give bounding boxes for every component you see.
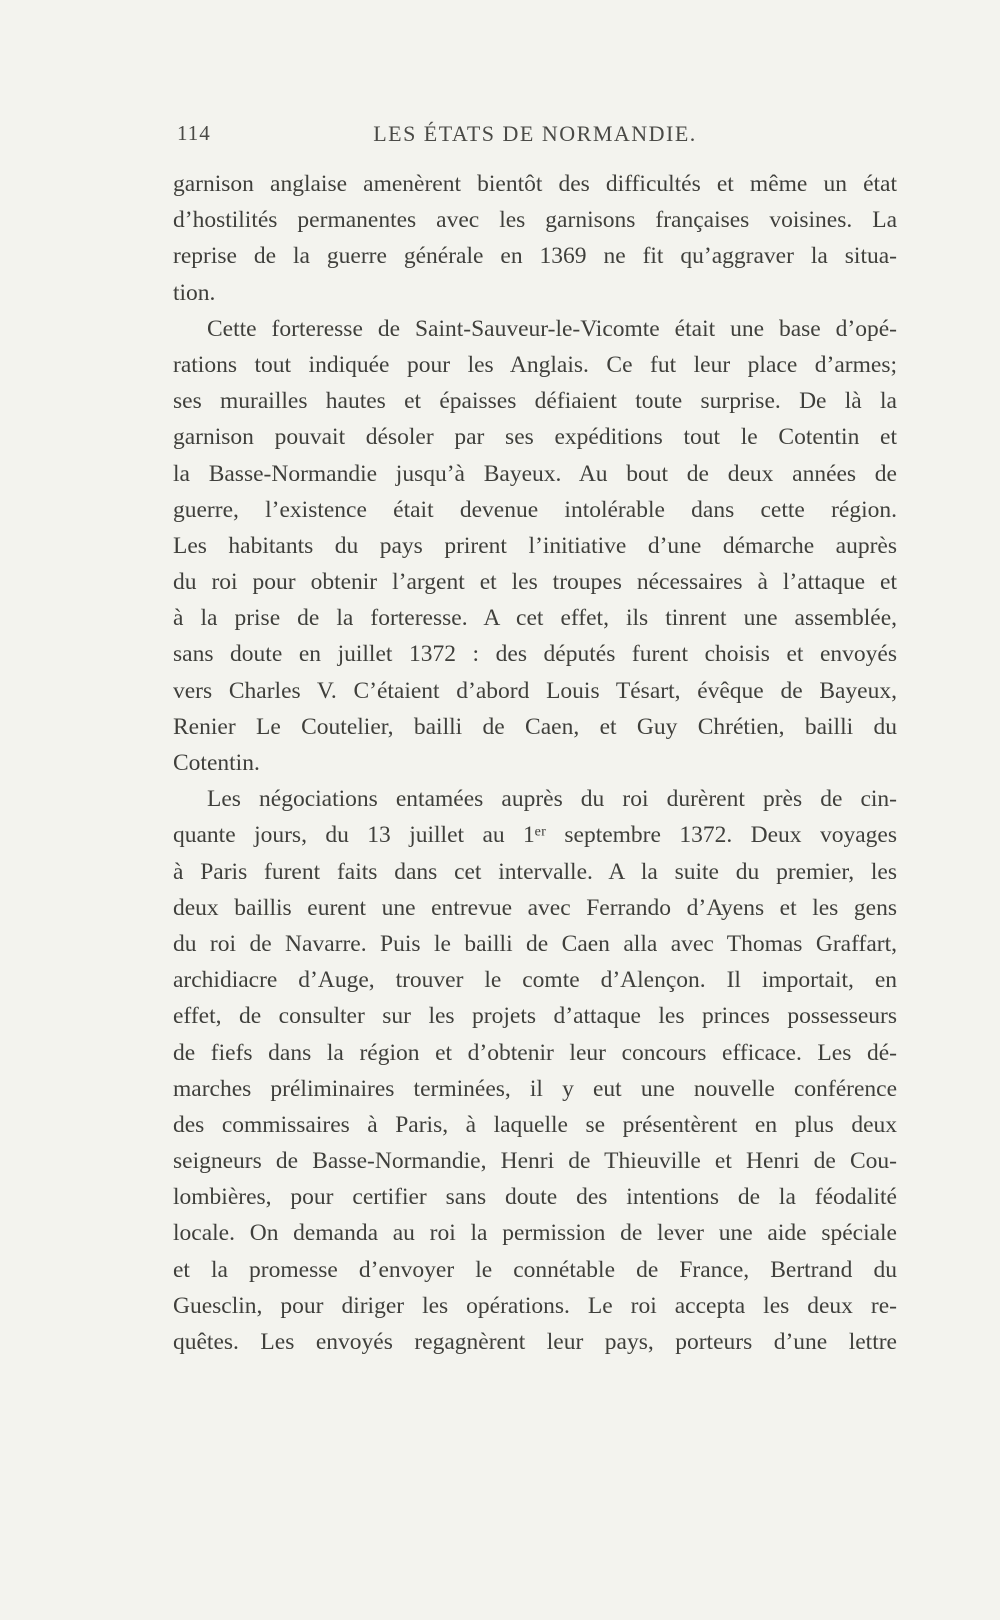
text-line: du roi de Navarre. Puis le bailli de Caen alla avec Thomas Graffart, — [173, 930, 897, 957]
text-line: effet, de consulter sur les projets d’attaque les princes possesseurs — [173, 1003, 897, 1030]
running-title: LES ÉTATS DE NORMANDIE. — [373, 121, 697, 146]
text-line: locale. On demanda au roi la permission de lever une aide spéciale — [173, 1220, 897, 1247]
text-line: de fiefs dans la région et d’obtenir leur concours efficace. Les dé- — [173, 1039, 897, 1066]
text-line: marches préliminaires terminées, il y eut une nouvelle conférence — [173, 1075, 897, 1102]
text-line: Cotentin. — [173, 750, 260, 776]
text-line: Guesclin, pour diriger les opérations. Le roi accepta les deux re- — [173, 1292, 897, 1319]
text-line: sans doute en juillet 1372 : des députés furent choisis et envoyés — [173, 641, 897, 668]
page-number: 114 — [177, 121, 211, 145]
text-line: deux baillis eurent une entrevue avec Ferrando d’Ayens et les gens — [173, 894, 897, 921]
text-line: quante jours, du 13 juillet au 1ᵉʳ septembre 1372. Deux voyages — [173, 822, 897, 849]
text-line: Les négociations entamées auprès du roi durèrent près de cin- — [207, 786, 897, 813]
text-line: des commissaires à Paris, à laquelle se présentèrent en plus deux — [173, 1111, 897, 1138]
text-line: à Paris furent faits dans cet intervalle. A la suite du premier, les — [173, 858, 897, 885]
text-line: à la prise de la forteresse. A cet effet, ils tinrent une assemblée, — [173, 605, 897, 632]
text-line: d’hostilités permanentes avec les garnisons françaises voisines. La — [173, 207, 897, 234]
text-line: reprise de la guerre générale en 1369 ne fit qu’aggraver la situa- — [173, 243, 897, 270]
text-line: quêtes. Les envoyés regagnèrent leur pays, porteurs d’une lettre — [173, 1329, 897, 1355]
text-line: la Basse-Normandie jusqu’à Bayeux. Au bout de deux années de — [173, 460, 897, 487]
text-line: vers Charles V. C’étaient d’abord Louis Tésart, évêque de Bayeux, — [173, 677, 897, 704]
text-line: Les habitants du pays prirent l’initiative d’une démarche auprès — [173, 532, 897, 559]
text-line: garnison anglaise amenèrent bientôt des difficultés et même un état — [173, 171, 897, 197]
text-line: du roi pour obtenir l’argent et les troupes nécessaires à l’attaque et — [173, 569, 897, 596]
text-line: lombières, pour certifier sans doute des intentions de la féodalité — [173, 1184, 897, 1211]
text-line: Renier Le Coutelier, bailli de Caen, et Guy Chrétien, bailli du — [173, 713, 897, 740]
text-line: guerre, l’existence était devenue intolérable dans cette région. — [173, 496, 897, 523]
text-line: Cette forteresse de Saint-Sauveur-le-Vicomte était une base d’opé- — [207, 315, 897, 342]
text-line: rations tout indiquée pour les Anglais. Ce fut leur place d’armes; — [173, 351, 897, 378]
body-text — [173, 166, 897, 1360]
text-line: tion. — [173, 279, 216, 306]
text-line: seigneurs de Basse-Normandie, Henri de Thieuville et Henri de Cou- — [173, 1148, 897, 1175]
text-line: archidiacre d’Auge, trouver le comte d’Alençon. Il importait, en — [173, 967, 897, 994]
page-header — [173, 121, 897, 151]
text-line: et la promesse d’envoyer le connétable de France, Bertrand du — [173, 1256, 897, 1283]
text-line: ses murailles hautes et épaisses défiaient toute surprise. De là la — [173, 388, 897, 415]
text-line: garnison pouvait désoler par ses expéditions tout le Cotentin et — [173, 424, 897, 451]
